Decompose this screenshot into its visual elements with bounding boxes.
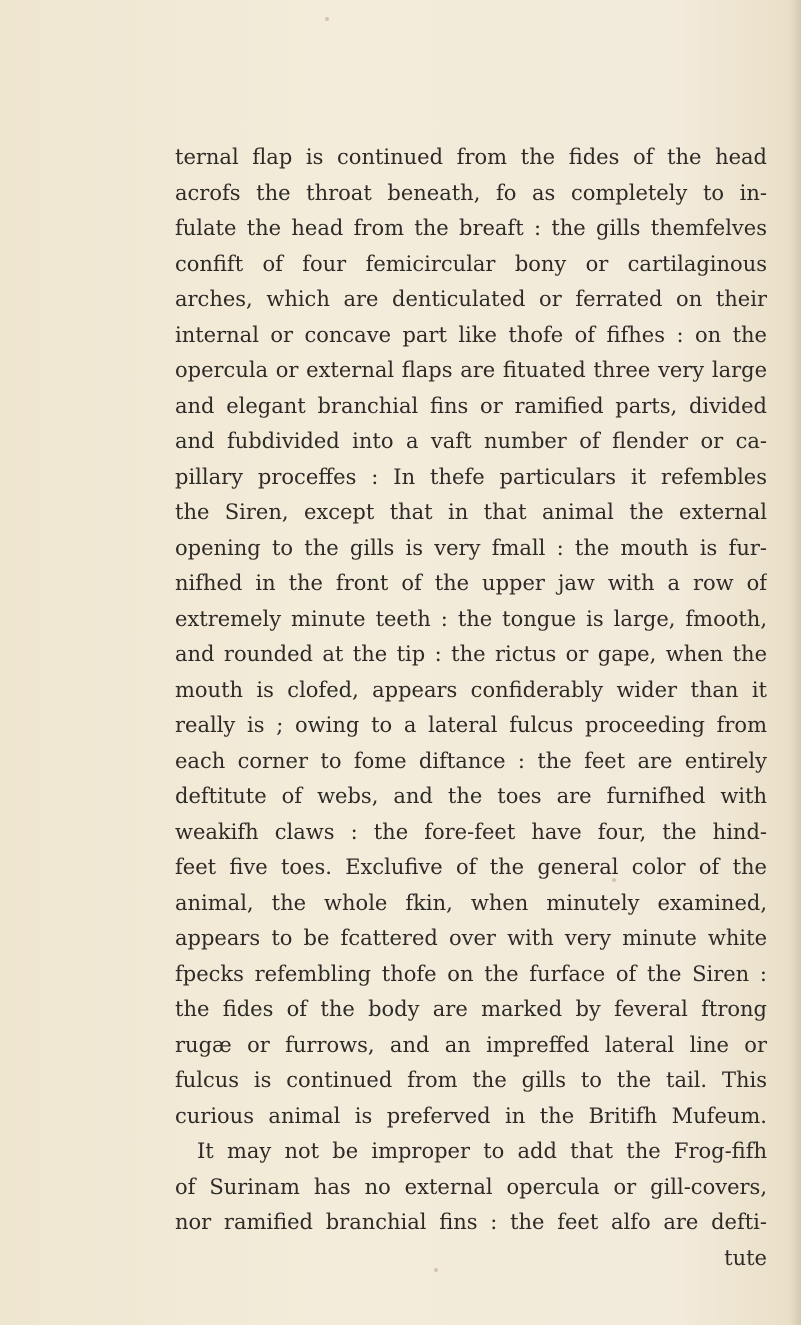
text-line: weakifh claws : the fore-feet have four, the hind- (175, 819, 767, 844)
text-line: fpecks refembling thofe on the furface of the Siren : (175, 961, 767, 986)
text-line: feet five toes. Exclufive of the general color of the (175, 855, 767, 879)
text-line: fulcus is continued from the gills to the tail. This (175, 1068, 767, 1092)
text-line: and elegant branchial fins or ramified parts, divided (175, 393, 767, 418)
text-line: acrofs the throat beneath, fo as completely to in- (175, 180, 767, 205)
text-line: and fubdivided into a vaft number of flender or ca- (175, 429, 767, 453)
page-edge-shadow (789, 0, 801, 1325)
text-line: arches, which are denticulated or ferrated on their (175, 287, 767, 311)
text-line: nifhed in the front of the upper jaw with a row of (175, 571, 767, 595)
text-line: the fides of the body are marked by feveral ftrong (175, 997, 767, 1021)
text-line: appears to be fcattered over with very minute white (175, 926, 767, 950)
text-line: the Siren, except that in that animal the external (175, 500, 767, 524)
catchword: tute (724, 1245, 767, 1270)
paragraph-start-line: It may not be improper to add that the Frog-fifh (197, 1139, 767, 1163)
text-line: rugæ or furrows, and an impreffed lateral line or (175, 1032, 767, 1057)
text-line: and rounded at the tip : the rictus or gape, when the (175, 642, 767, 666)
text-line: mouth is clofed, appears confiderably wider than it (175, 677, 767, 702)
text-line: of Surinam has no external opercula or gill-covers, (175, 1174, 767, 1199)
text-line: nor ramified branchial fins : the feet alfo are defti- (175, 1210, 767, 1234)
text-line: extremely minute teeth : the tongue is large, fmooth, (175, 606, 767, 631)
text-line: fulate the head from the breaft : the gills themfelves (175, 216, 767, 240)
text-line: opening to the gills is very fmall : the mouth is fur- (175, 535, 767, 560)
text-line: confift of four femicircular bony or cartilaginous (175, 251, 767, 276)
text-line: internal or concave part like thofe of fifhes : on the (175, 322, 767, 347)
text-line: animal, the whole fkin, when minutely examined, (175, 890, 767, 915)
text-line: pillary proceffes : In thefe particulars it refembles (175, 464, 767, 489)
text-line: each corner to fome diftance : the feet are entirely (175, 748, 767, 773)
text-line: opercula or external flaps are fituated three very large (175, 358, 767, 382)
text-line: curious animal is preferved in the Britifh Mufeum. (175, 1103, 767, 1128)
text-line: ternal flap is continued from the fides of the head (175, 145, 767, 169)
paper-speck (325, 17, 329, 21)
text-line: really is ; owing to a lateral fulcus proceeding from (175, 713, 767, 737)
text-line: deftitute of webs, and the toes are furnifhed with (175, 784, 767, 808)
text-body (175, 140, 767, 1276)
